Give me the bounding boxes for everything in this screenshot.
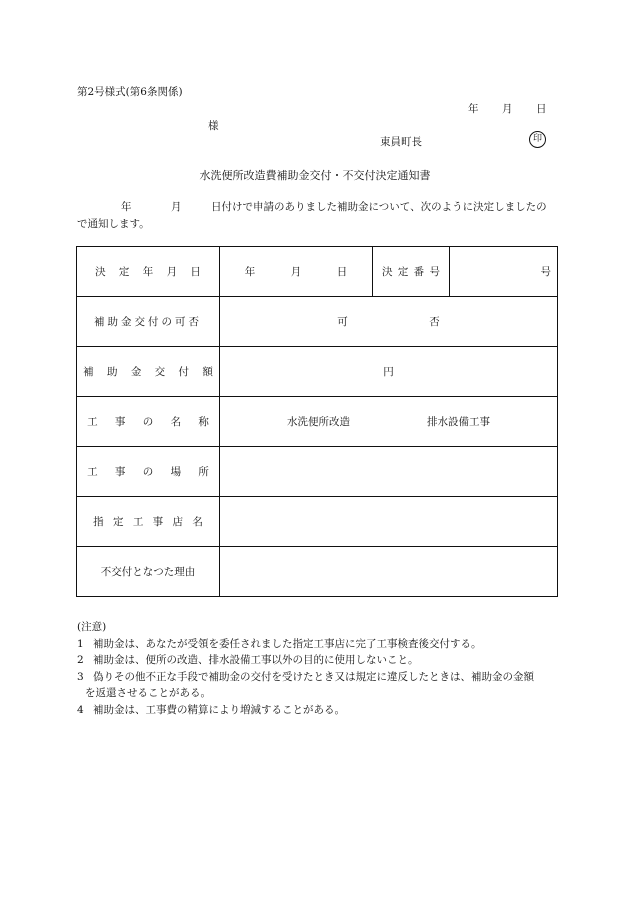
seal-mark: 印 [529, 131, 546, 148]
approval-yes: 可 [337, 316, 348, 328]
approval-no: 否 [429, 316, 440, 328]
work-name-option1: 水洗便所改造 [287, 416, 350, 428]
addressee-suffix: 様 [208, 120, 219, 132]
contractor-label: 指 定 工 事 店 名 [77, 497, 220, 547]
table-row [77, 297, 558, 347]
intro-paragraph [77, 199, 559, 233]
work-place-label: 工 事 の 場 所 [77, 447, 220, 497]
table-row [77, 497, 558, 547]
decision-date-label: 決 定 年 月 日 [77, 247, 220, 297]
issue-date-day: 日 [536, 103, 547, 115]
approval-value [220, 297, 558, 347]
decision-date-year: 年 [244, 266, 256, 278]
reason-value [220, 547, 558, 597]
decision-table [76, 246, 558, 597]
intro-text-line1: 日付けで申請のありました補助金について、次のように決定しましたの [211, 201, 547, 213]
intro-year: 年 [121, 201, 132, 213]
decision-number-value: 号 [450, 247, 558, 297]
work-place-value [220, 447, 558, 497]
amount-label: 補 助 金 交 付 額 [77, 347, 220, 397]
issue-date-year: 年 [468, 103, 479, 115]
table-row [77, 547, 558, 597]
note-item: 3 偽りその他不正な手段で補助金の交付を受けたとき又は規定に違反したときは、補助金の金額 を返還させることがある。 [77, 670, 534, 699]
work-name-option2: 排水設備工事 [427, 416, 490, 428]
decision-date-day: 日 [336, 266, 348, 278]
reason-label: 不交付となつた理由 [77, 547, 220, 597]
issue-date [468, 101, 547, 116]
issue-date-month: 月 [502, 103, 513, 115]
intro-month: 月 [171, 201, 182, 213]
approval-label: 補助金交付の可否 [77, 297, 220, 347]
intro-text-line2: で通知します。 [77, 218, 150, 230]
note-item: 2 補助金は、便所の改造、排水設備工事以外の目的に使用しないこと。 [77, 654, 419, 666]
table-row [77, 347, 558, 397]
table-row [77, 247, 558, 297]
decision-date-value [220, 247, 373, 297]
decision-number-label: 決 定 番 号 [373, 247, 450, 297]
decision-date-month: 月 [290, 266, 302, 278]
work-name-label: 工 事 の 名 称 [77, 397, 220, 447]
document-title: 水洗便所改造費補助金交付・不交付決定通知書 [199, 169, 431, 182]
work-name-value [220, 397, 558, 447]
notes-heading: (注意) [77, 621, 107, 633]
note-item: 4 補助金は、工事費の精算により増減することがある。 [77, 703, 345, 716]
sender-name: 東員町長 [380, 136, 422, 148]
table-row [77, 397, 558, 447]
contractor-value [220, 497, 558, 547]
form-number-label: 第2号様式(第6条関係) [77, 86, 183, 98]
note-item: 1 補助金は、あなたが受領を委任されました指定工事店に完了工事検査後交付する。 [77, 637, 482, 650]
amount-value: 円 [220, 347, 558, 397]
notes-section [77, 619, 567, 718]
table-row [77, 447, 558, 497]
